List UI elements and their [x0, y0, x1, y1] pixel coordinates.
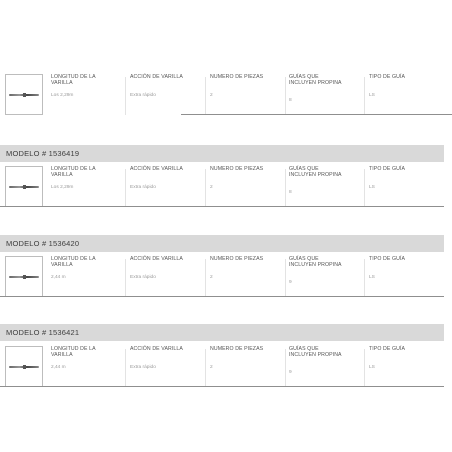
guide-type-value: LS: [369, 365, 375, 370]
model-number: MODELO # 1536419: [6, 149, 80, 158]
rod-image: [9, 94, 39, 96]
action-value: Extra rápido: [130, 365, 156, 370]
pieces-header: NUMERO DE PIEZAS: [210, 74, 264, 80]
pieces-value: 2: [210, 185, 213, 190]
guide-type-value: LS: [369, 275, 375, 280]
rod-image: [9, 276, 39, 278]
length-value: Los 2,29m: [51, 93, 74, 98]
guide-type-header: TIPO DE GUÍA: [369, 74, 406, 80]
model-number: MODELO # 1536420: [6, 239, 80, 248]
length-value: 2,44 m: [51, 275, 66, 280]
action-header: ACCIÓN DE VARILLA: [130, 74, 183, 80]
row-divider: [0, 386, 444, 387]
pieces-value: 2: [210, 365, 213, 370]
length-header: LONGITUD DE LA VARILLA: [51, 74, 96, 86]
action-header: ACCIÓN DE VARILLA: [130, 256, 183, 262]
action-header: ACCIÓN DE VARILLA: [130, 166, 183, 172]
model-header: [0, 145, 444, 162]
rod-thumbnail[interactable]: [5, 166, 43, 207]
pieces-header: NUMERO DE PIEZAS: [210, 166, 264, 172]
action-header: ACCIÓN DE VARILLA: [130, 346, 183, 352]
pieces-value: 2: [210, 275, 213, 280]
guide-type-header: TIPO DE GUÍA: [369, 346, 406, 352]
guides-header: GUÍAS QUE INCLUYEN PROPINA: [289, 166, 342, 178]
pieces-header: NUMERO DE PIEZAS: [210, 346, 264, 352]
guide-type-value: LS: [369, 185, 375, 190]
action-value: Extra rápido: [130, 93, 156, 98]
length-header: LONGITUD DE LA VARILLA: [51, 256, 96, 268]
length-value: 2,44 m: [51, 365, 66, 370]
length-header: LONGITUD DE LA VARILLA: [51, 166, 96, 178]
row-divider: [0, 206, 444, 207]
model-number: MODELO # 1536421: [6, 328, 80, 337]
rod-thumbnail[interactable]: [5, 74, 43, 115]
rod-thumbnail[interactable]: [5, 256, 43, 297]
guides-header: GUÍAS QUE INCLUYEN PROPINA: [289, 346, 342, 358]
model-header: [0, 324, 444, 341]
rod-thumbnail[interactable]: [5, 346, 43, 387]
guide-type-header: TIPO DE GUÍA: [369, 166, 406, 172]
action-value: Extra rápido: [130, 185, 156, 190]
guide-type-value: LS: [369, 93, 375, 98]
pieces-value: 2: [210, 93, 213, 98]
rod-image: [9, 366, 39, 368]
guides-header: GUÍAS QUE INCLUYEN PROPINA: [289, 74, 342, 86]
row-divider: [181, 114, 452, 115]
guides-value: 8: [289, 98, 292, 103]
guide-type-header: TIPO DE GUÍA: [369, 256, 406, 262]
guides-value: 9: [289, 280, 292, 285]
row-divider: [0, 296, 444, 297]
rod-image: [9, 186, 39, 188]
pieces-header: NUMERO DE PIEZAS: [210, 256, 264, 262]
model-header: [0, 235, 444, 252]
guides-header: GUÍAS QUE INCLUYEN PROPINA: [289, 256, 342, 268]
length-header: LONGITUD DE LA VARILLA: [51, 346, 96, 358]
length-value: Los 2,29m: [51, 185, 74, 190]
guides-value: 9: [289, 370, 292, 375]
guides-value: 8: [289, 190, 292, 195]
action-value: Extra rápido: [130, 275, 156, 280]
